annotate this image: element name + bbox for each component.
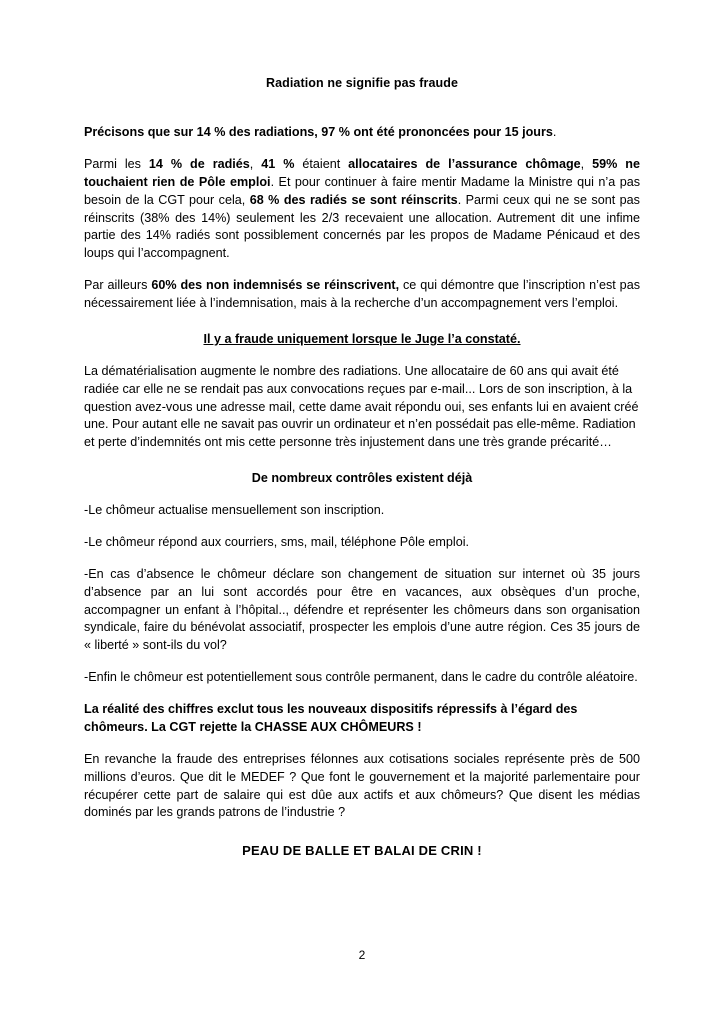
paragraph-par-ailleurs [84, 277, 640, 313]
bullet-controle-aleatoire: -Enfin le chômeur est potentiellement sous contrôle permanent, dans le cadre du contrôle aléatoire. [84, 670, 638, 685]
heading-fraude-juge: Il y a fraude uniquement lorsque le Juge l’a constaté. [203, 331, 521, 346]
page-number: 2 [358, 948, 366, 962]
page-title: Radiation ne signifie pas fraude [265, 76, 459, 90]
bullet-absence-declaration: -En cas d’absence le chômeur déclare son changement de situation sur internet où 35 jours d’absence par an lui sont accordés pour être en vacances, aux obsèques d’un proche, accompagner un enfant à l’hôpital.., défendre et représenter les chômeurs dans son organisation syndicale, faire du bénévolat associatif, prospecter les emplois d’une autre région. Ces 35 jours de « liberté » sont-ils du vol? [84, 566, 640, 653]
paragraph-dematerialisation: La dématérialisation augmente le nombre des radiations. Une allocataire de 60 ans qui avait été radiée car elle ne se rendait pas aux convocations reçues par e-mail... Lors de son inscription, à la question avez-vous une adresse mail, cette dame avait répondu oui, ses enfants lui en avaient créé une. Pour autant elle ne savait pas ouvrir un ordinateur et n’en possédait pas elle-même. Radiation et perte d’indemnités ont mis cette personne très injustement dans une très grande précarité… [84, 363, 639, 450]
heading-controles-existants: De nombreux contrôles existent déjà [251, 471, 473, 486]
paragraph-precisions [84, 124, 640, 142]
rich-paragraph: Par ailleurs 60% des non indemnisés se réinscrivent, ce qui démontre que l’inscription n’est pas nécessairement liée à l’indemnisation, mais à la recherche d’un accompagnement vers l’emploi. [84, 278, 640, 310]
statement-realite-des-chiffres: La réalité des chiffres exclut tous les nouveaux dispositifs répressifs à l’égard des chômeurs. La CGT rejette la CHASSE AUX CHÔMEURS ! [84, 702, 578, 734]
rich-paragraph: Parmi les 14 % de radiés, 41 % étaient allocataires de l’assurance chômage, 59% ne touchaient rien de Pôle emploi. Et pour continuer à faire mentir Madame la Ministre qui n’a pas besoin de la CGT pour cela, 68 % des radiés se sont réinscrits. Parmi ceux qui ne se sont pas réinscrits (38% des 14%) seulement les 2/3 recevaient une allocation. Autrement dit une infime partie des 14% radiés sont possiblement concernés par les propos de Madame Pénicaud et des loups qui l’accompagnent. [84, 156, 640, 261]
paragraph-fraude-entreprises: En revanche la fraude des entreprises félonnes aux cotisations sociales représente près de 500 millions d’euros. Que dit le MEDEF ? Que font le gouvernement et la majorité parlementaire pour récupérer cette part de salaire qui est dûe aux actifs et aux chômeurs? Que disent les médias dominés par les grands patrons de l’industrie ? [84, 751, 640, 820]
final-slogan: PEAU DE BALLE ET BALAI DE CRIN ! [242, 843, 482, 859]
paragraph-parmi-les-radies [84, 156, 640, 263]
rich-paragraph: Précisons que sur 14 % des radiations, 97 % ont été prononcées pour 15 jours. [84, 125, 557, 139]
bullet-actualisation: -Le chômeur actualise mensuellement son inscription. [84, 503, 385, 517]
bullet-reponse-courriers: -Le chômeur répond aux courriers, sms, mail, téléphone Pôle emploi. [84, 534, 469, 549]
